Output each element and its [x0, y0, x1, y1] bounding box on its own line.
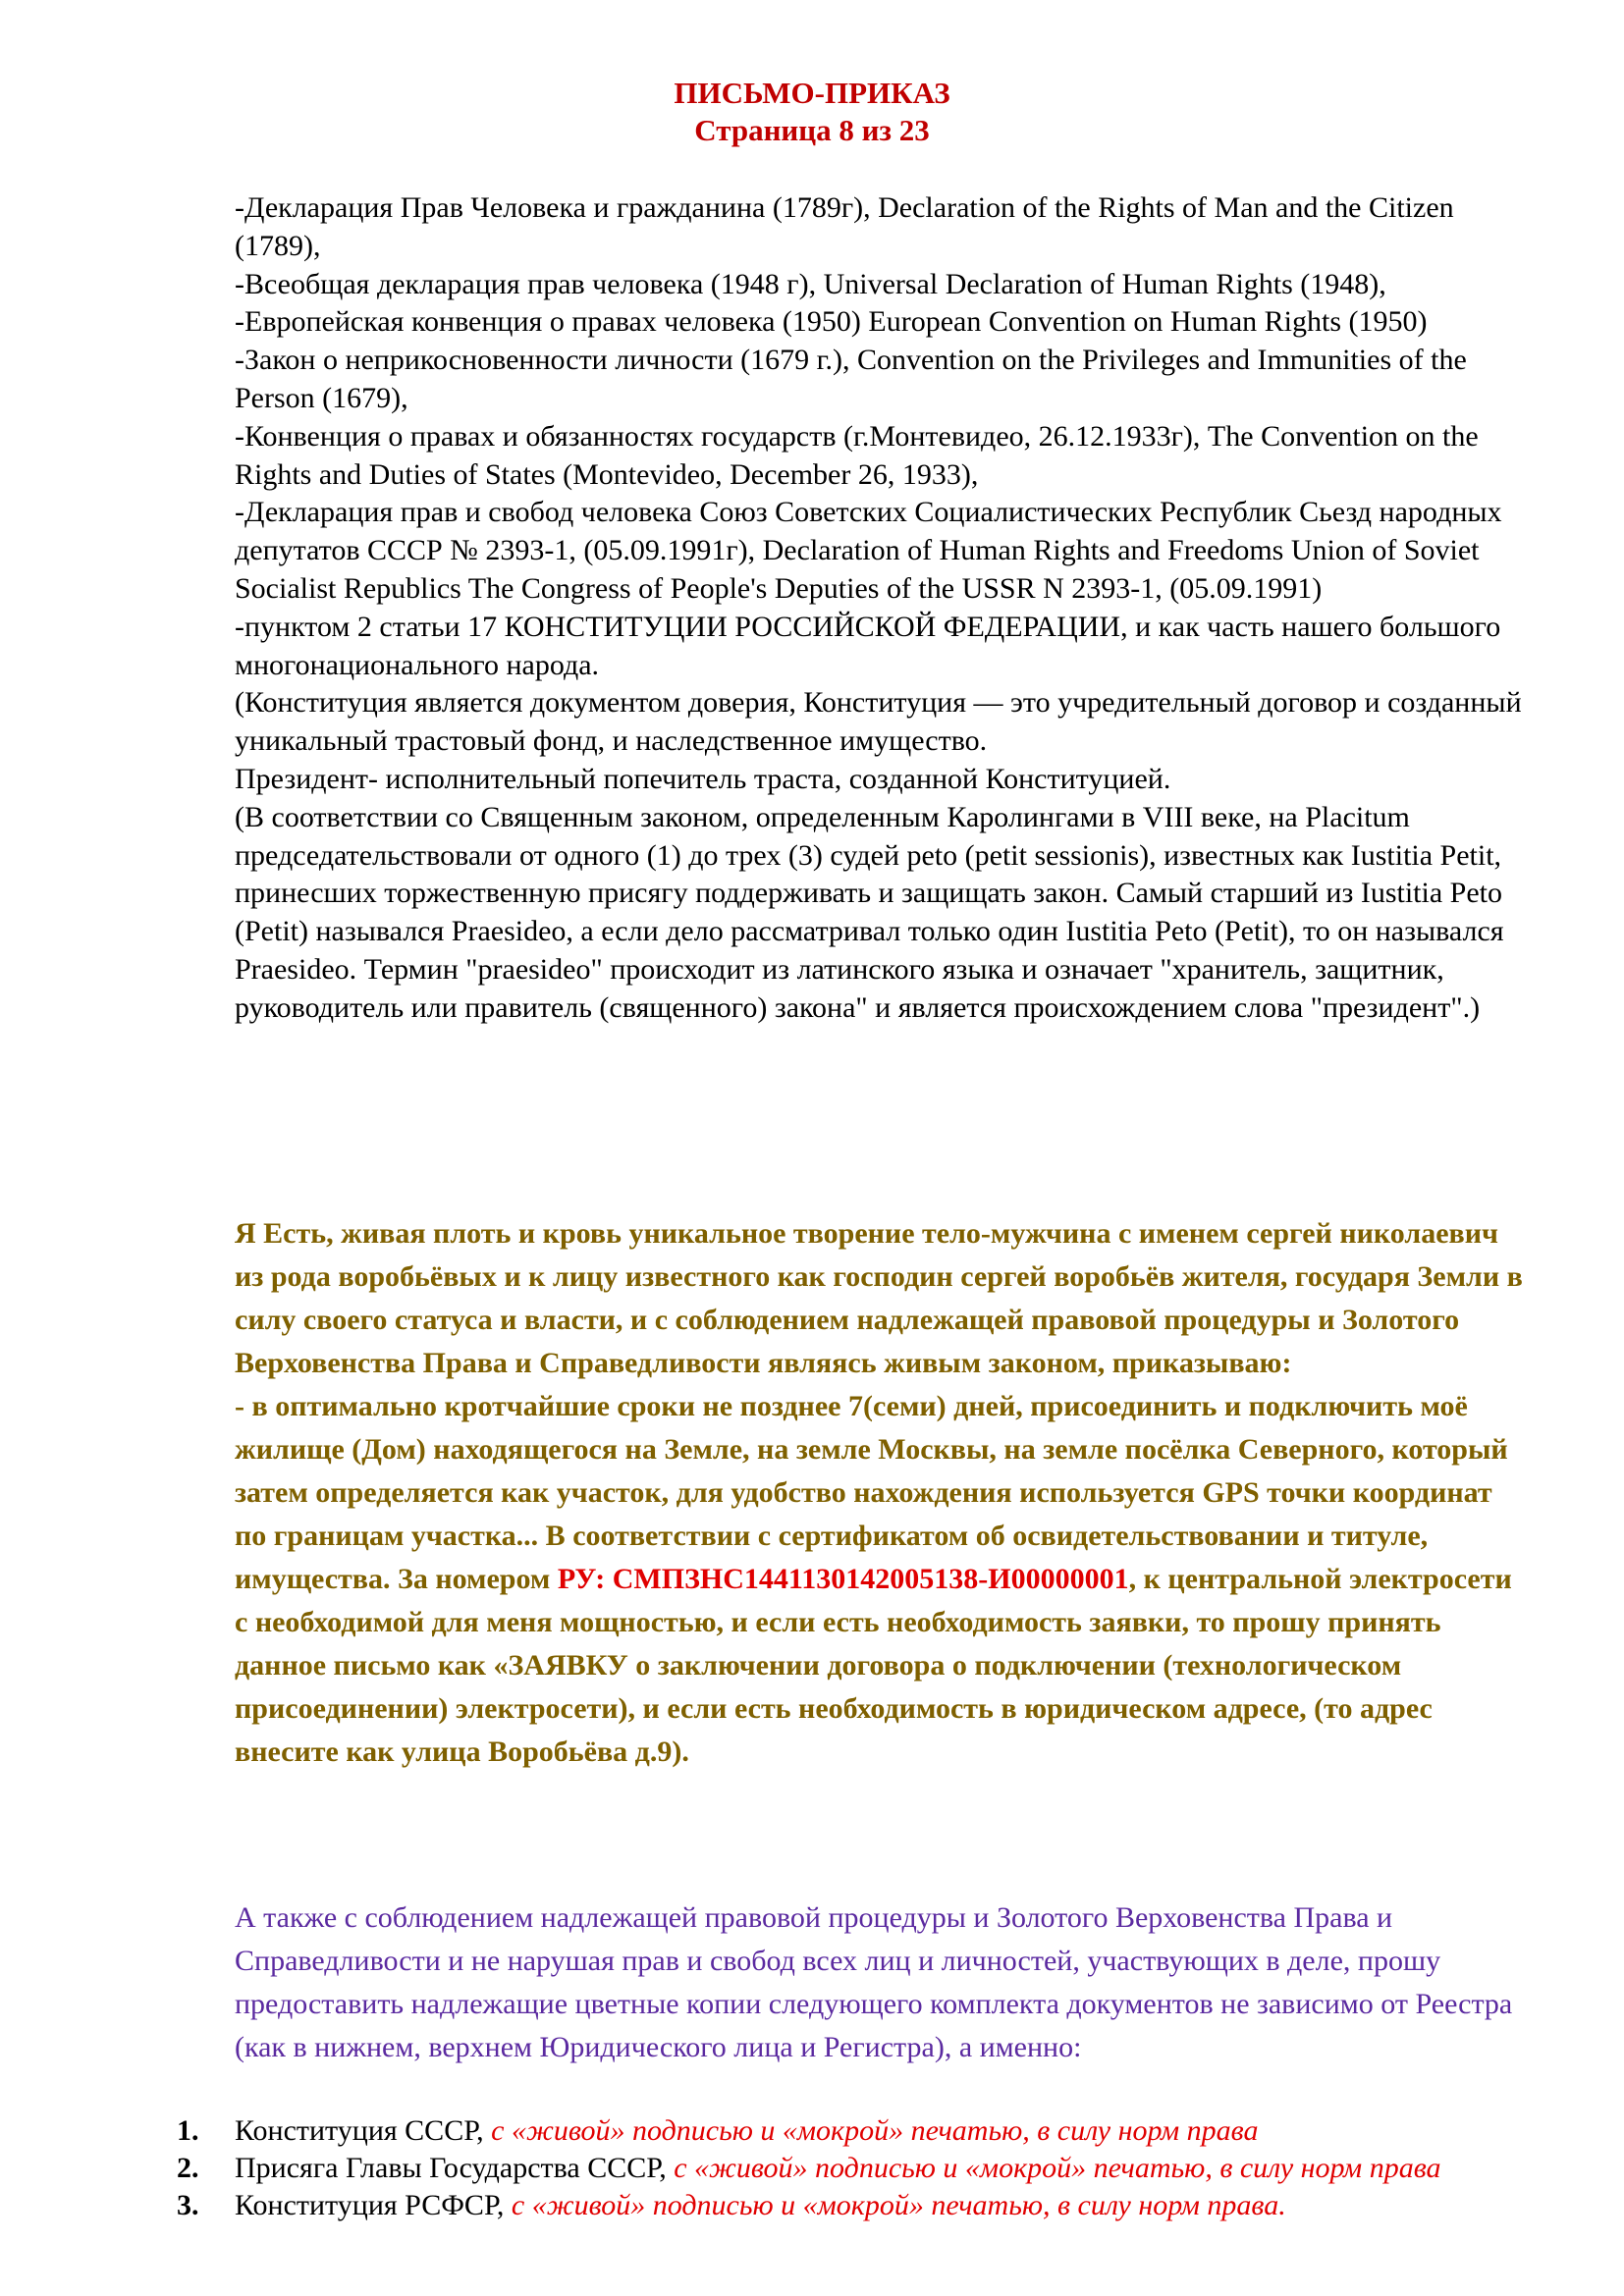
reference-line: Президент- исполнительный попечитель траста, созданной Конституцией.	[235, 762, 1171, 795]
list-number: 3.	[177, 2189, 199, 2221]
order-directive	[235, 1385, 1531, 1774]
document-title-item: Конституция СССР,	[235, 2114, 484, 2147]
page-counter: Страница 8 из 23	[694, 113, 930, 147]
list-number: 2.	[177, 2152, 199, 2184]
document-title-item: Присяга Главы Государства СССР,	[235, 2152, 667, 2184]
document-note: с «живой» подписью и «мокрой» печатью, в силу норм права	[674, 2152, 1441, 2184]
request-section	[235, 1896, 1531, 2069]
list-number: 1.	[177, 2114, 199, 2147]
page-header	[0, 75, 1624, 149]
documents-list	[177, 2112, 1532, 2224]
reference-line: -пунктом 2 статьи 17 КОНСТИТУЦИИ РОССИЙСКОЙ ФЕДЕРАЦИИ, и как часть нашего большого многонационального народа.	[235, 610, 1501, 681]
reference-line: (В соответствии со Священным законом, определенным Каролингами в VIII веке, на Placitum председательствовали от одного (1) до трех (3) судей peto (petit sessionis), известных как Iustitia Petit, принесших торжественную присягу поддерживать и защищать закон. Самый старший из Iustitia Peto (Petit) назывался Praesideo, а если дело рассматривал только один Iustitia Peto (Petit), то он назывался Praesideo. Термин "praesideo" происходит из латинского языка и означает "хранитель, защитник, руководитель или правитель (священного) закона" и является происхождением слова "президент".)	[235, 800, 1504, 1024]
reference-line: -Декларация прав и свобод человека Союз Советских Социалистических Республик Сьезд народных депутатов СССР № 2393-1, (05.09.1991г), Declaration of Human Rights and Freedoms Union of Soviet Socialist Republics The Congress of People's Deputies of the USSR N 2393-1, (05.09.1991)	[235, 496, 1502, 605]
order-section	[235, 1212, 1531, 1774]
document-title-item: Конституция РСФСР,	[235, 2189, 505, 2221]
reference-line: (Конституция является документом доверия, Конституция — это учредительный договор и созданный уникальный трастовый фонд, и наследственное имущество.	[235, 686, 1522, 758]
legal-references	[235, 189, 1531, 1028]
reference-line: -Закон о неприкосновенности личности (1679 г.), Convention on the Privileges and Immunities of the Person (1679),	[235, 344, 1467, 414]
reference-line: -Конвенция о правах и обязанностях государств (г.Монтевидео, 26.12.1933г), The Convention on the Rights and Duties of States (Montevideo, December 26, 1933),	[235, 419, 1479, 491]
document-note: с «живой» подписью и «мокрой» печатью, в силу норм права	[491, 2114, 1259, 2147]
document-note: с «живой» подписью и «мокрой» печатью, в силу норм права.	[511, 2189, 1286, 2221]
directive-text-continued: , к центральной электросети с необходимой для меня мощностью, и если есть необходимость заявки, то прошу принять данное письмо как «ЗАЯВКУ о заключении договора о подключении (технологическом присоединении) электросети), и если есть необходимость в юридическом адресе, (то адрес внесите как улица Воробьёва д.9).	[235, 1563, 1512, 1768]
directive-text: - в оптимально кротчайшие сроки не позднее 7(семи) дней, присоединить и подключить моё жилище (Дом) находящегося на Земле, на земле Москвы, на земле посёлка Северного, который затем определяется как участок, для удобство нахождения используется GPS точки координат по границам участка... В соответствии с сертификатом об освидетельствовании и титуле, имущества. За номером	[235, 1390, 1508, 1595]
reference-line: -Европейская конвенция о правах человека (1950) European Convention on Human Rights (1950)	[235, 305, 1428, 339]
request-text: А также с соблюдением надлежащей правовой процедуры и Золотого Верховенства Права и Справедливости и не нарушая прав и свобод всех лиц и личностей, участвующих в деле, прошу предоставить надлежащие цветные копии следующего комплекта документов не зависимо от Реестра (как в нижнем, верхнем Юридического лица и Регистра), а именно:	[235, 1901, 1513, 2063]
reference-line: -Всеобщая декларация прав человека (1948 г), Universal Declaration of Human Rights (1948),	[235, 267, 1386, 300]
document-title: ПИСЬМО-ПРИКАЗ	[674, 76, 950, 110]
list-item	[177, 2187, 1532, 2224]
order-statement: Я Есть, живая плоть и кровь уникальное творение тело-мужчина с именем сергей николаевич из рода воробьёвых и к лицу известного как господин сергей воробьёв жителя, государя Земли в силу своего статуса и власти, и с соблюдением надлежащей правовой процедуры и Золотого Верховенства Права и Справедливости являясь живым законом, приказываю:	[235, 1217, 1523, 1379]
property-number: РУ: СМПЗНС1441130142005138-И00000001	[557, 1563, 1129, 1595]
list-item	[177, 2150, 1532, 2187]
reference-line: -Декларация Прав Человека и гражданина (1789г), Declaration of the Rights of Man and the Citizen (1789),	[235, 191, 1454, 262]
list-item	[177, 2112, 1532, 2150]
